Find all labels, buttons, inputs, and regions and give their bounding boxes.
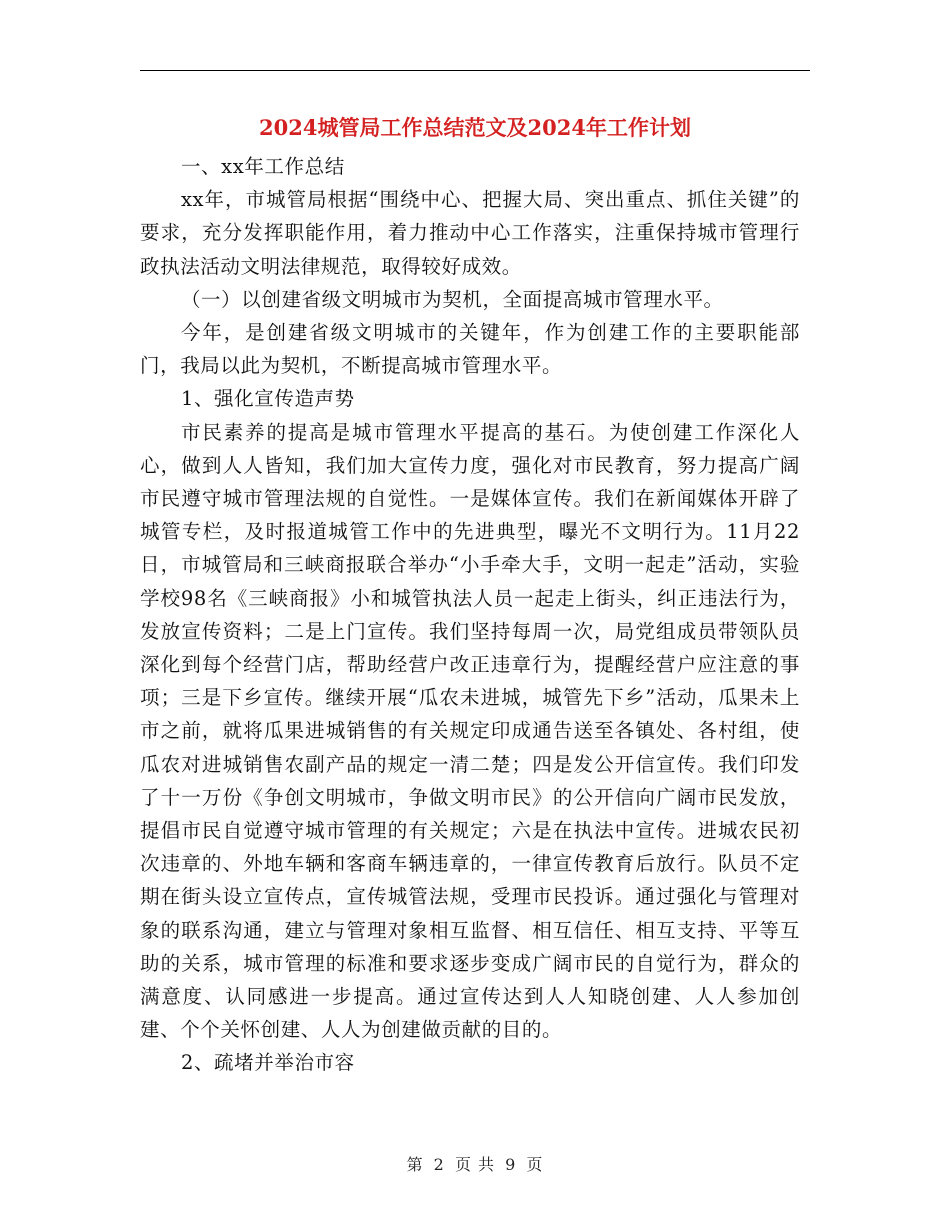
header-rule [140,70,810,71]
item-heading-2: 2、疏堵并举治市容 [180,1051,355,1075]
document-title: 2024城管局工作总结范文及2024年工作计划 [259,115,691,140]
paragraph-publicity: 市民素养的提高是城市管理水平提高的基石。为使创建工作深化人心，做到人人皆知，我们加大宣传力度，强化对市民教育，努力提高广阔市民遵守城市管理法规的自觉性。一是媒体宣传。我们在新闻媒体开辟了城管专栏，及时报道城管工作中的先进典型，曝光不文明行为。11月22日，市城管局和三峡商报联合举办“小手牵大手，文明一起走”活动，实验学校98名《三峡商报》小和城管执法人员一起走上街头，纠正违法行为，发放宣传资料；二是上门宣传。我们坚持每周一次，局党组成员带领队员深化到每个经营门店，帮助经营户改正违章行为，提醒经营户应注意的事项；三是下乡宣传。继续开展“瓜农未进城，城管先下乡”活动，瓜果未上市之前，就将瓜果进城销售的有关规定印成通告送至各镇处、各村组，使瓜农对进城销售农副产品的规定一清二楚；四是发公开信宣传。我们印发了十一万份《争创文明城市，争做文明市民》的公开信向广阔市民发放，提倡市民自觉遵守城市管理的有关规定；六是在执法中宣传。进城农民初次违章的、外地车辆和客商车辆违章的，一律宣传教育后放行。队员不定期在街头设立宣传点，宣传城管法规，受理市民投诉。通过强化与管理对象的联系沟通，建立与管理对象相互监督、相互信任、相互支持、平等互助的关系，城市管理的标准和要求逐步变成广阔市民的自觉行为，群众的满意度、认同感进一步提高。通过宣传达到人人知晓创建、人人参加创建、个个关怀创建、人人为创建做贡献的目的。 [140,420,800,1042]
footer-page-number: 2 [433,1155,445,1174]
item-heading-1: 1、强化宣传造声势 [180,387,355,411]
footer-total-pages: 9 [505,1155,517,1174]
subsection-heading-1: （一）以创建省级文明城市为契机，全面提高城市管理水平。 [180,287,724,311]
section-heading-1: 一、xx年工作总结 [180,155,345,178]
paragraph-context: 今年，是创建省级文明城市的关键年，作为创建工作的主要职能部门，我局以此为契机，不断提高城市管理水平。 [140,321,800,378]
page-footer [0,1152,950,1175]
document-body [140,150,800,1080]
paragraph-intro: xx年，市城管局根据“围绕中心、把握大局、突出重点、抓住关键”的要求，充分发挥职能作用，着力推动中心工作落实，注重保持城市管理行政执法活动文明法律规范，取得较好成效。 [140,188,800,278]
footer-middle: 页 共 [454,1155,496,1174]
footer-suffix: 页 [526,1155,544,1174]
footer-prefix: 第 [406,1155,424,1174]
